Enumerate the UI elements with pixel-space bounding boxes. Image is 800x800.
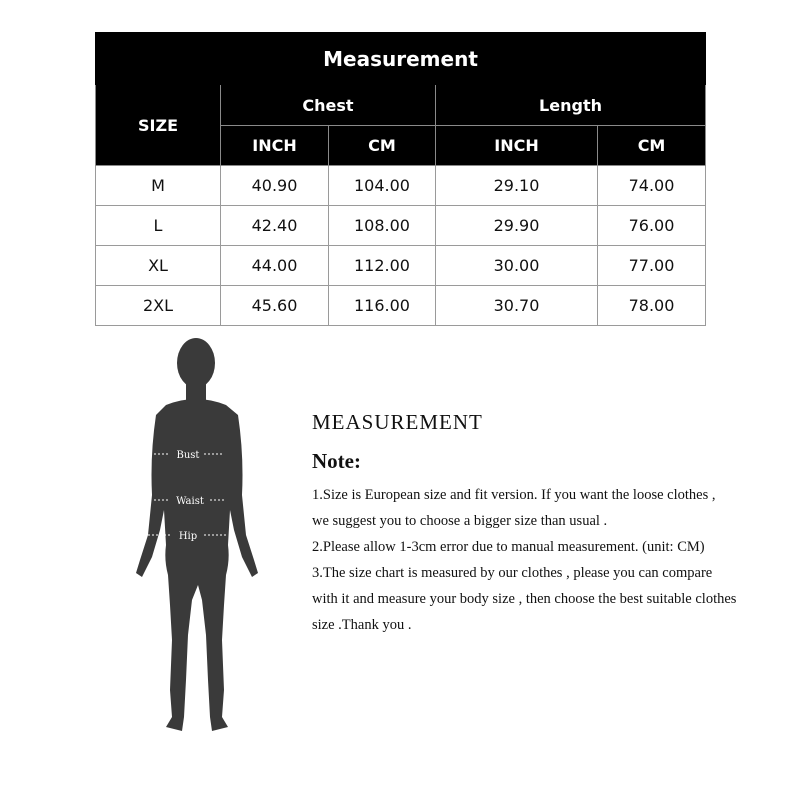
chest-inch-cell: 42.40 [221, 206, 329, 246]
table-row [96, 286, 706, 326]
size-cell: M [96, 166, 221, 206]
chest-cm-cell: 108.00 [329, 206, 436, 246]
length-cm-cell: 77.00 [598, 246, 706, 286]
note-line: 2.Please allow 1-3cm error due to manual measurement. (unit: CM) [312, 539, 705, 555]
size-header: SIZE [96, 85, 221, 166]
hip-label: Hip [178, 531, 198, 542]
length-inch-cell: 29.90 [436, 206, 598, 246]
chest-cm-cell: 116.00 [329, 286, 436, 326]
chest-header: Chest [221, 85, 436, 126]
length-header: Length [436, 85, 706, 126]
note-line: with it and measure your body size , then choose the best suitable clothes [312, 591, 737, 607]
length-cm-cell: 78.00 [598, 286, 706, 326]
table-row [96, 246, 706, 286]
chest-cm-cell: 112.00 [329, 246, 436, 286]
note-title: Note: [312, 449, 361, 473]
length-cm-cell: 74.00 [598, 166, 706, 206]
length-inch-cell: 30.70 [436, 286, 598, 326]
body-measurement-figure [118, 335, 268, 780]
waist-label: Waist [176, 496, 204, 507]
note-line: 1.Size is European size and fit version. If you want the loose clothes , [312, 487, 716, 503]
size-chart-table [95, 32, 706, 326]
note-line: we suggest you to choose a bigger size than usual . [312, 513, 608, 529]
size-cell: 2XL [96, 286, 221, 326]
note-line: size .Thank you . [312, 617, 412, 633]
table-title: Measurement [96, 33, 706, 85]
chest-inch-cell: 45.60 [221, 286, 329, 326]
chest-inch-header: INCH [221, 126, 329, 166]
notes-section [312, 410, 782, 638]
note-line: 3.The size chart is measured by our clothes , please you can compare [312, 565, 713, 581]
size-cell: XL [96, 246, 221, 286]
length-inch-header: INCH [436, 126, 598, 166]
chest-cm-header: CM [329, 126, 436, 166]
bust-label: Bust [176, 450, 200, 461]
length-inch-cell: 30.00 [436, 246, 598, 286]
table-row [96, 166, 706, 206]
sleeve-label: Sleeve [140, 466, 151, 500]
chest-inch-cell: 44.00 [221, 246, 329, 286]
notes-heading: MEASUREMENT [312, 410, 483, 434]
chest-cm-cell: 104.00 [329, 166, 436, 206]
size-cell: L [96, 206, 221, 246]
length-cm-header: CM [598, 126, 706, 166]
table-row [96, 206, 706, 246]
length-inch-cell: 29.10 [436, 166, 598, 206]
chest-inch-cell: 40.90 [221, 166, 329, 206]
length-cm-cell: 76.00 [598, 206, 706, 246]
